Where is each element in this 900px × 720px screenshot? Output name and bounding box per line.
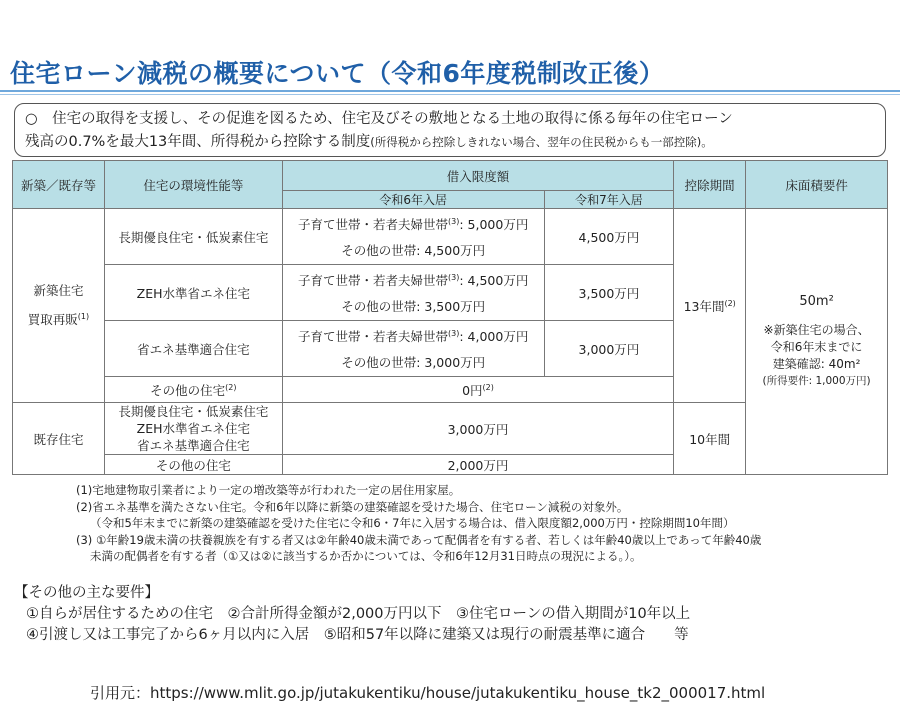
cell-perf-3: 省エネ基準適合住宅 [104,321,282,377]
footnote-1: (1)宅地建物取引業者により一定の増改築等が行われた一定の居住用家屋。 [76,483,461,497]
citation-text: 引用元：https://www.mlit.go.jp/jutakukentiku/house/jutakukentiku_house_tk2_000017.html [90,684,766,702]
floor-value: 50m² [799,294,834,310]
r6-3-child: 子育て世帯・若者夫婦世帯$^{(3)}$: 4,000万円 [298,329,529,345]
cell-r6-1 [282,209,544,265]
tax-credit-table [12,160,888,475]
cell-existing-other-perf: その他の住宅 [104,455,282,475]
cell-existing-value: 3,000万円 [282,403,673,455]
footnote-3: (3) ①年齢19歳未満の扶養親族を有する者又は②年齢40歳未満であって配偶者を有する者、若しくは年齢40歳以上であって年齢40歳 [76,532,762,547]
r6-3-other: その他の世帯: 3,000万円 [341,355,486,371]
header-category: 新築／既存等 [13,161,105,209]
r6-1-child: 子育て世帯・若者夫婦世帯$^{(3)}$: 5,000万円 [298,217,529,233]
r6-2-other: その他の世帯: 3,500万円 [341,299,486,315]
existing-perf-3: 省エネ基準適合住宅 [137,438,250,454]
footnote-2: (2)省エネ基準を満たさない住宅。令和6年以降に新築の建築確認を受けた場合、住宅ローン減税の対象外。 [76,499,629,514]
title-bar [0,52,900,100]
floor-note-4: (所得要件: 1,000万円) [762,375,871,388]
cell-other-value: 0円$^{(2)}$ [282,377,673,403]
cell-r7-2: 3,500万円 [544,265,674,321]
header-floor: 床面積要件 [746,161,888,209]
cell-perf-1: 長期優良住宅・低炭素住宅 [104,209,282,265]
intro-line-1: ○ 住宅の取得を支援し、その促進を図るため、住宅及びその敷地となる土地の取得に係る毎年の住宅ローン [25,111,733,127]
intro-line-2-main: 残高の0.7%を最大13年間、所得税から控除する制度 [25,134,371,150]
requirements-line-2: ④引渡し又は工事完了から6ヶ月以内に入居 ⑤昭和57年以降に建築又は現行の耐震基準に適合 等 [26,627,689,643]
header-limit-r7: 令和7年入居 [544,191,674,209]
existing-perf-1: 長期優良住宅・低炭素住宅 [118,404,269,420]
intro-line-2-note: (所得税から控除しきれない場合、翌年の住民税からも一部控除)。 [370,135,713,149]
cell-existing-other-value: 2,000万円 [282,455,673,475]
cell-r7-3: 3,000万円 [544,321,674,377]
cell-existing-category: 既存住宅 [13,403,105,475]
footnote-2-sub: （令和5年末までに新築の建築確認を受けた住宅に令和6・7年に入居する場合は、借入限度額2,000万円・控除期間10年間） [90,516,735,530]
header-period: 控除期間 [674,161,746,209]
cell-floor [746,209,888,475]
cell-new-category [13,209,105,403]
title-underline [0,90,900,92]
footnote-3-cont: 未満の配偶者を有する者（①又は②に該当するか否かについては、令和6年12月31日時点の現況による。）。 [90,549,642,563]
page-title: 住宅ローン減税の概要について（令和6年度税制改正後） [10,59,665,88]
other-requirements [14,583,874,646]
new-category-label-2: 買取再販$^{(1)}$ [27,312,90,328]
requirements-heading: 【その他の主な要件】 [14,585,159,601]
floor-note-2: 令和6年末までに [770,340,863,355]
new-category-label: 新築住宅 [33,283,84,299]
requirements-line-1: ①自らが居住するための住宅 ②合計所得金額が2,000万円以下 ③住宅ローンの借入期間が10年以上 [26,606,691,622]
floor-note-3: 建築確認: 40m² [772,357,861,372]
intro-line-2 [25,131,875,154]
cell-r6-2 [282,265,544,321]
cell-r6-3 [282,321,544,377]
r6-1-other: その他の世帯: 4,500万円 [341,243,486,259]
intro-box [14,103,886,157]
r6-2-child: 子育て世帯・若者夫婦世帯$^{(3)}$: 4,500万円 [298,273,529,289]
header-performance: 住宅の環境性能等 [104,161,282,209]
cell-r7-1: 4,500万円 [544,209,674,265]
header-limit: 借入限度額 [282,161,673,191]
existing-perf-2: ZEH水準省エネ住宅 [136,421,251,437]
cell-perf-2: ZEH水準省エネ住宅 [104,265,282,321]
cell-perf-other: その他の住宅$^{(2)}$ [104,377,282,403]
cell-existing-perf [104,403,282,455]
title-underline-thin [0,94,900,95]
cell-existing-period: 10年間 [674,403,746,475]
cell-new-period: 13年間$^{(2)}$ [674,209,746,403]
table-row [13,209,888,265]
footnotes [76,482,876,565]
header-limit-r6: 令和6年入居 [282,191,544,209]
floor-note-1: ※新築住宅の場合、 [763,323,870,338]
